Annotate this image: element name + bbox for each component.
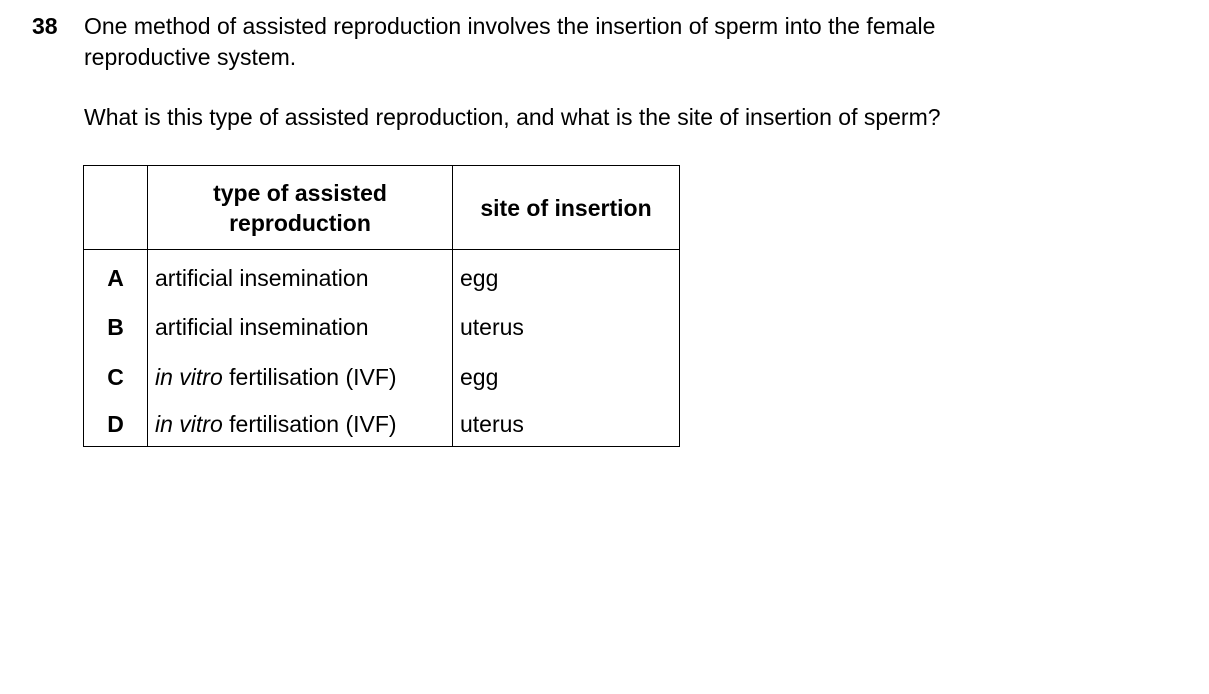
stem-line-2: reproductive system. (84, 44, 297, 70)
option-type (148, 402, 453, 447)
option-letter: B (84, 302, 148, 352)
question-number: 38 (32, 13, 58, 39)
option-row-c[interactable] (84, 352, 680, 402)
option-row-b[interactable] (84, 302, 680, 352)
header-letter (84, 166, 148, 250)
option-type (148, 352, 453, 402)
header-site: site of insertion (453, 166, 680, 250)
option-type-text: artificial insemination (155, 313, 369, 340)
option-type-text: artificial insemination (155, 264, 369, 291)
option-letter: A (84, 250, 148, 303)
option-type-italic: in vitro (155, 410, 223, 437)
option-letter: C (84, 352, 148, 402)
question-prompt: What is this type of assisted reproduction, and what is the site of insertion of sperm? (84, 104, 941, 130)
option-type-text: fertilisation (IVF) (222, 363, 397, 390)
option-type (148, 302, 453, 352)
option-row-d[interactable] (84, 402, 680, 447)
option-site: uterus (453, 402, 680, 447)
option-type-text: fertilisation (IVF) (222, 410, 397, 437)
option-site: egg (453, 352, 680, 402)
table-header-row (84, 166, 680, 250)
option-type (148, 250, 453, 303)
stem-line-1: One method of assisted reproduction involves the insertion of sperm into the female (84, 13, 936, 39)
option-type-italic: in vitro (155, 363, 223, 390)
option-site: uterus (453, 302, 680, 352)
header-type-line-1: type of assisted (213, 179, 387, 206)
answer-options-table (83, 165, 680, 447)
option-row-a[interactable] (84, 250, 680, 303)
question-stem (84, 11, 1084, 73)
header-type-line-2: reproduction (229, 209, 371, 236)
option-site: egg (453, 250, 680, 303)
header-type (148, 166, 453, 250)
option-letter: D (84, 402, 148, 447)
